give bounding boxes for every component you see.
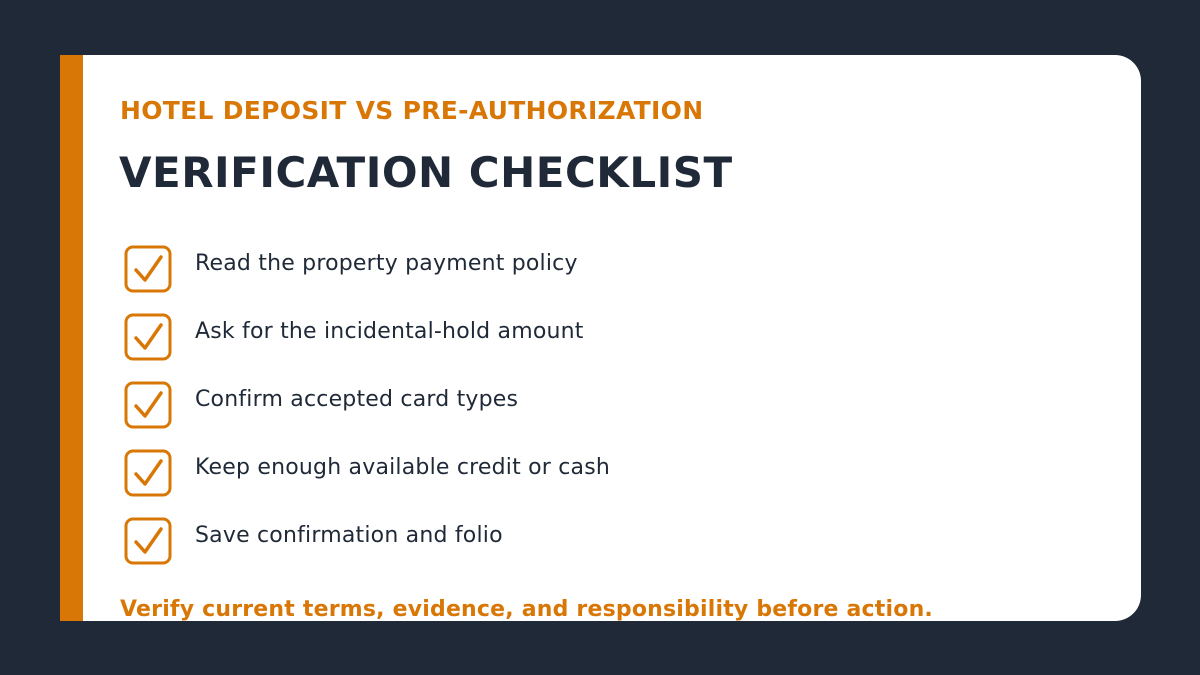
page-title: VERIFICATION CHECKLIST — [119, 148, 733, 197]
checked-box-icon — [124, 517, 172, 565]
checklist-item-label: Keep enough available credit or cash — [195, 455, 611, 480]
checklist-item-label: Confirm accepted card types — [195, 387, 519, 412]
kicker-heading: HOTEL DEPOSIT VS PRE-AUTHORIZATION — [120, 96, 704, 125]
checked-box-icon — [124, 381, 172, 429]
checklist-card — [60, 55, 1141, 621]
checklist-item-label: Save confirmation and folio — [195, 523, 503, 548]
checked-box-icon — [124, 449, 172, 497]
checked-box-icon — [124, 245, 172, 293]
checklist-item-label: Ask for the incidental-hold amount — [195, 319, 584, 344]
checklist-item-label: Read the property payment policy — [195, 251, 578, 276]
checked-box-icon — [124, 313, 172, 361]
accent-bar — [60, 55, 83, 621]
footer-note: Verify current terms, evidence, and responsibility before action. — [120, 597, 933, 621]
